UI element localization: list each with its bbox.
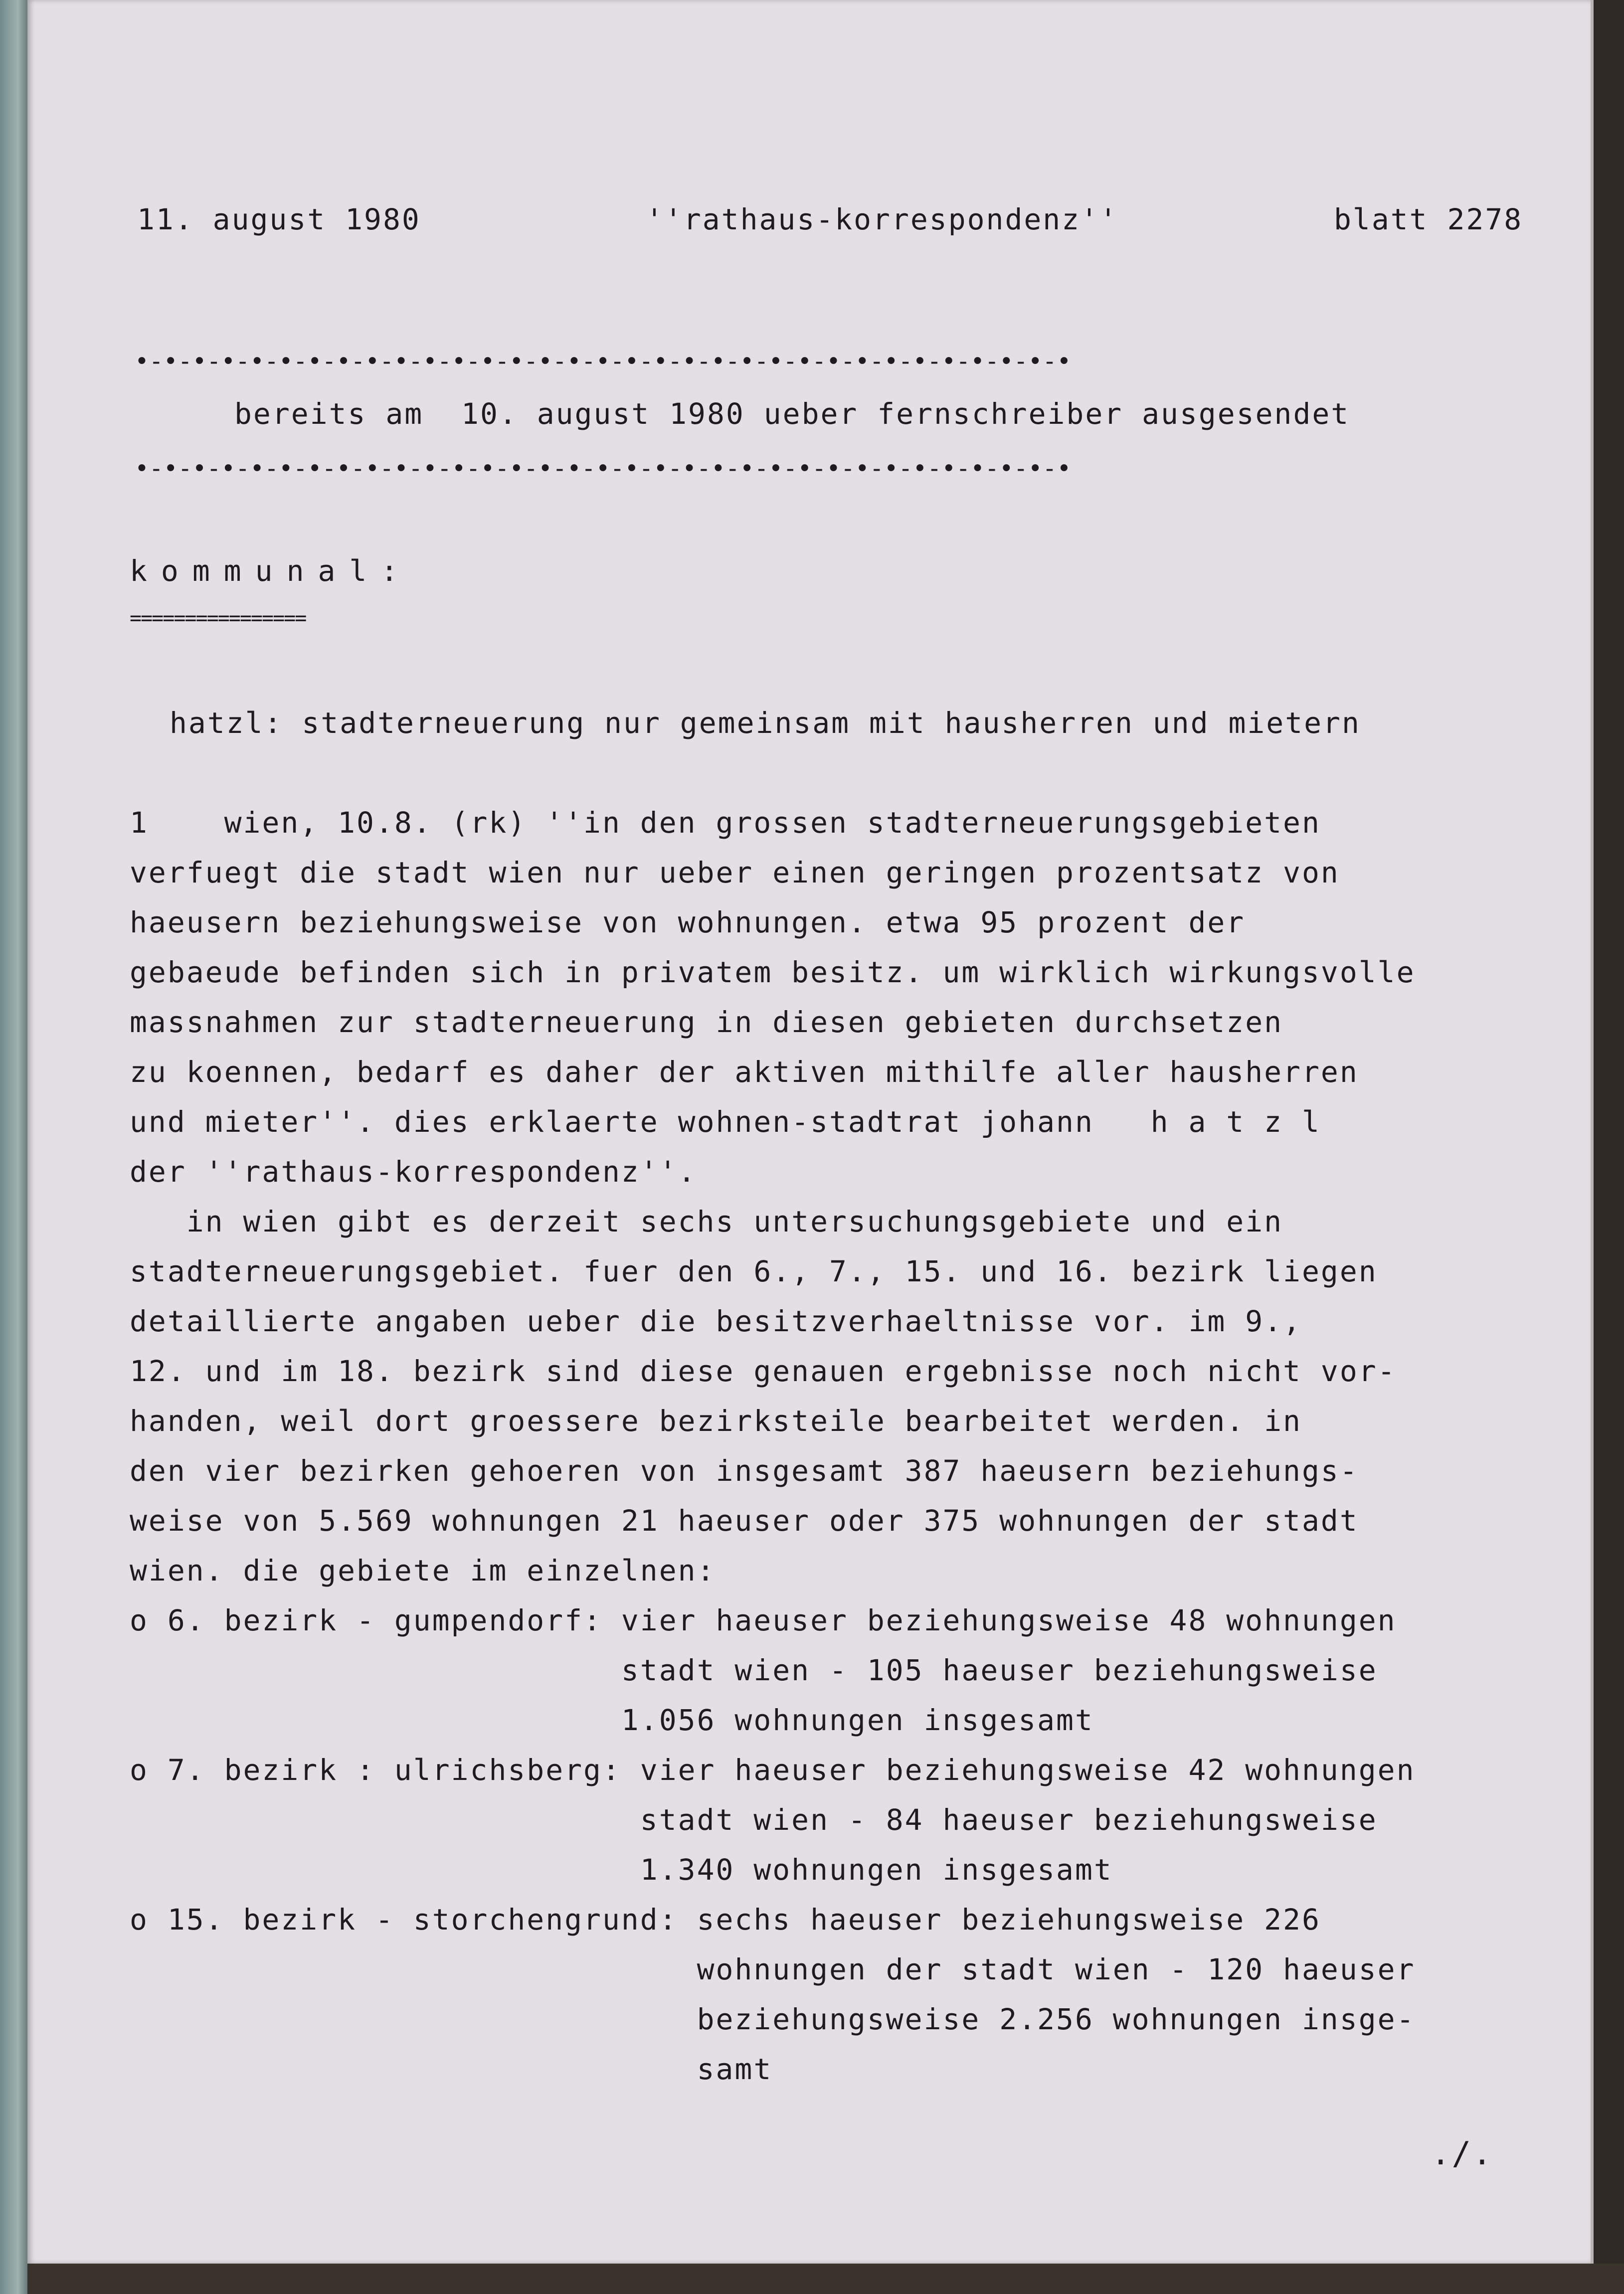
scan-background-bottom <box>27 2264 1624 2294</box>
district-list-item: 1.056 wohnungen insgesamt <box>130 1703 1094 1737</box>
article-line: weise von 5.569 wohnungen 21 haeuser oder 375 wohnungen der stadt <box>130 1504 1359 1538</box>
article-line: haeusern beziehungsweise von wohnungen. etwa 95 prozent der <box>130 905 1246 939</box>
district-list-item: beziehungsweise 2.256 wohnungen insge- <box>130 2002 1416 2036</box>
scan-background-right <box>1594 0 1624 2264</box>
district-list-item: stadt wien - 84 haeuser beziehungsweise <box>130 1803 1378 1837</box>
article-line: und mieter''. dies erklaerte wohnen-stadtrat johann h a t z l <box>130 1105 1321 1139</box>
article-line: 1 wien, 10.8. (rk) ''in den grossen stadterneuerungsgebieten <box>130 806 1321 840</box>
article-line: zu koennen, bedarf es daher der aktiven mithilfe aller hausherren <box>130 1055 1359 1089</box>
transmission-notice: bereits am 10. august 1980 ueber fernschreiber ausgesendet <box>234 397 1350 431</box>
article-line: handen, weil dort groessere bezirksteile bearbeitet werden. in <box>130 1404 1302 1438</box>
district-list-item: o 15. bezirk - storchengrund: sechs haeuser beziehungsweise 226 <box>130 1903 1321 1937</box>
header-sheet-number: blatt 2278 <box>1334 202 1523 236</box>
article-line: gebaeude befinden sich in privatem besitz. um wirklich wirkungsvolle <box>130 955 1416 989</box>
section-heading: kommunal: <box>130 554 412 588</box>
article-line: verfuegt die stadt wien nur ueber einen geringen prozentsatz von <box>130 856 1340 889</box>
dotted-rule-top: •-•-•-•-•-•-•-•-•-•-•-•-•-•-•-•-•-•-•-•-•-•-•-•-•-•-•-•-•-•-•-•-• <box>135 348 1072 375</box>
document-page <box>27 0 1594 2264</box>
district-list-item: o 6. bezirk - gumpendorf: vier haeuser beziehungsweise 48 wohnungen <box>130 1603 1397 1637</box>
header-publication: ''rathaus-korrespondenz'' <box>646 202 1118 236</box>
district-list-item: samt <box>130 2052 773 2086</box>
article-line: wien. die gebiete im einzelnen: <box>130 1554 716 1588</box>
article-line: detaillierte angaben ueber die besitzverhaeltnisse vor. im 9., <box>130 1304 1302 1338</box>
article-line: den vier bezirken gehoeren von insgesamt 387 haeusern beziehungs- <box>130 1454 1359 1488</box>
article-line: 12. und im 18. bezirk sind diese genauen ergebnisse noch nicht vor- <box>130 1354 1397 1388</box>
continuation-marker: ./. <box>1431 2135 1493 2172</box>
header-date: 11. august 1980 <box>137 202 421 236</box>
district-list-item: o 7. bezirk : ulrichsberg: vier haeuser beziehungsweise 42 wohnungen <box>130 1753 1416 1787</box>
district-list-item: 1.340 wohnungen insgesamt <box>130 1853 1113 1887</box>
district-list-item: wohnungen der stadt wien - 120 haeuser <box>130 1952 1416 1986</box>
section-heading-underline: ================ <box>130 607 306 630</box>
article-line: der ''rathaus-korrespondenz''. <box>130 1155 697 1189</box>
article-line: in wien gibt es derzeit sechs untersuchungsgebiete und ein <box>130 1205 1283 1238</box>
article-line: massnahmen zur stadterneuerung in diesen gebieten durchsetzen <box>130 1005 1283 1039</box>
article-headline: hatzl: stadterneuerung nur gemeinsam mit hausherren und mietern <box>170 706 1361 740</box>
dotted-rule-bottom: •-•-•-•-•-•-•-•-•-•-•-•-•-•-•-•-•-•-•-•-•-•-•-•-•-•-•-•-•-•-•-•-• <box>135 455 1072 483</box>
article-line: stadterneuerungsgebiet. fuer den 6., 7., 15. und 16. bezirk liegen <box>130 1254 1378 1288</box>
district-list-item: stadt wien - 105 haeuser beziehungsweise <box>130 1653 1378 1687</box>
binding-edge <box>0 0 30 2294</box>
